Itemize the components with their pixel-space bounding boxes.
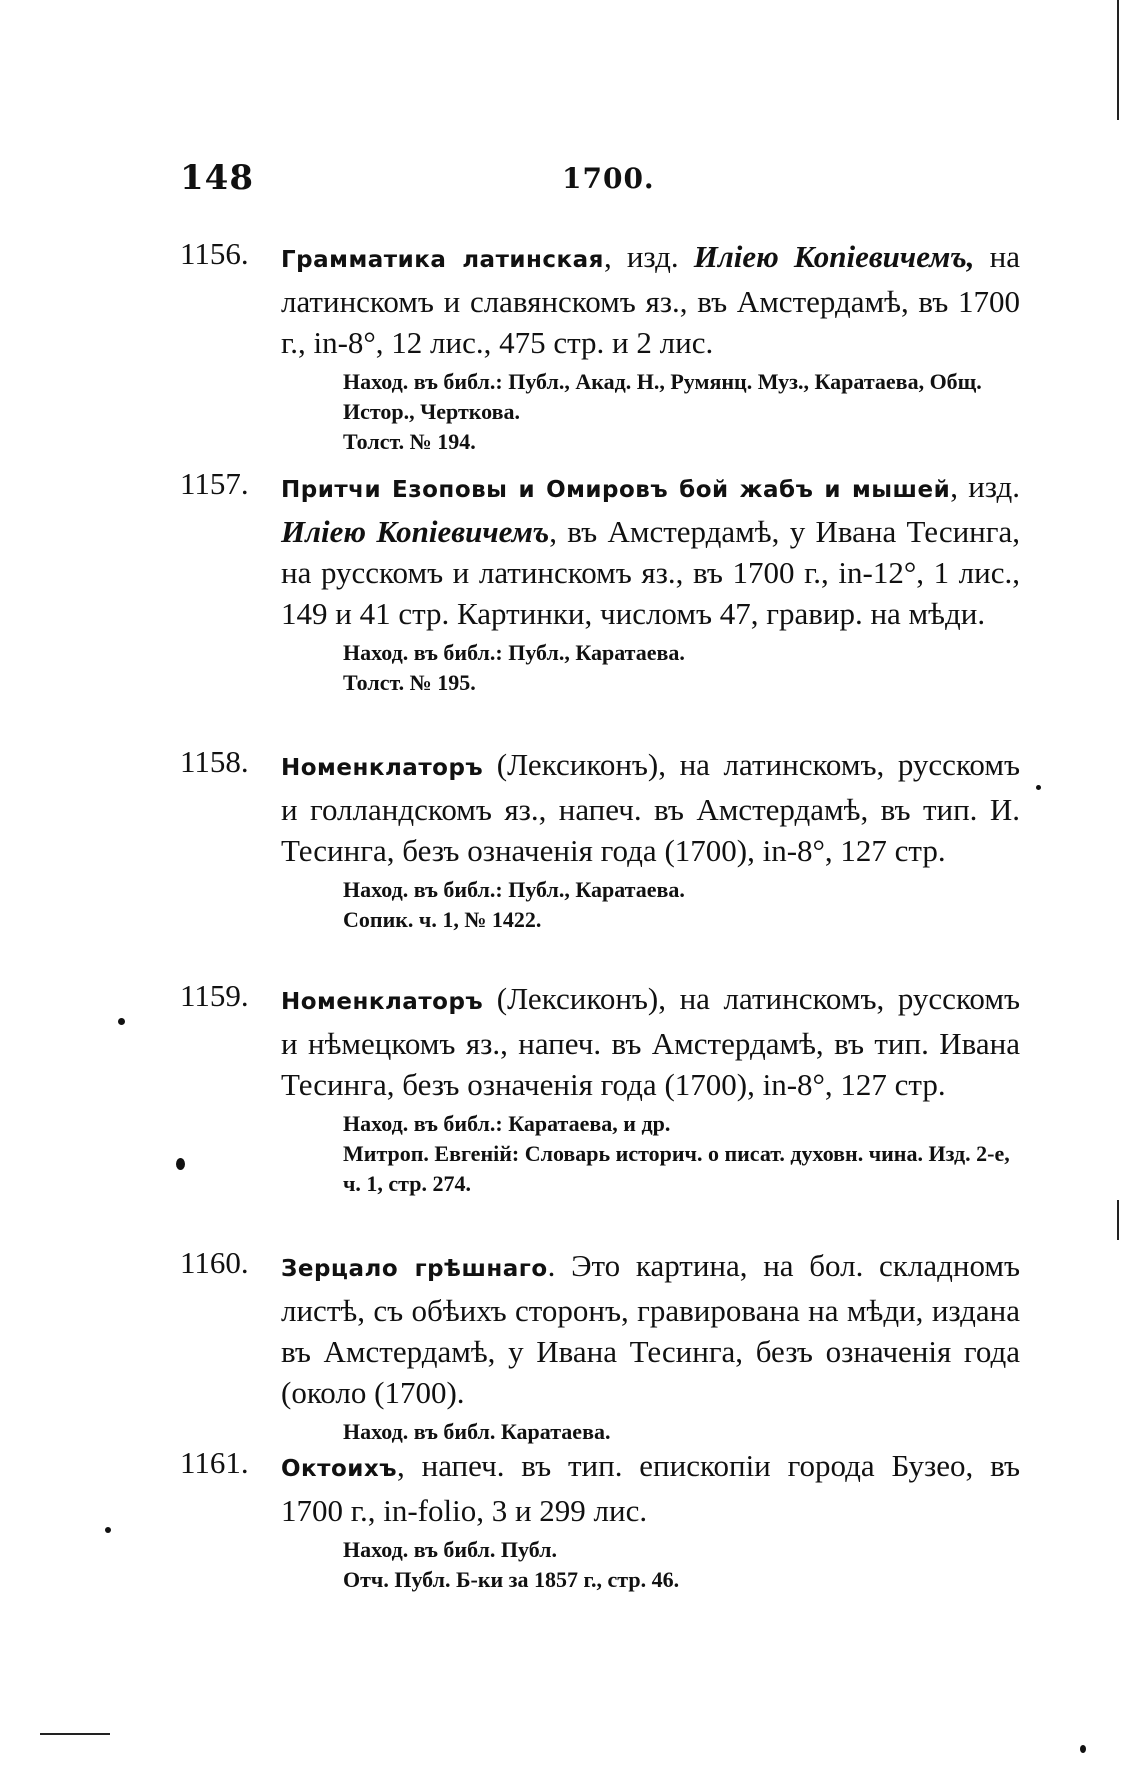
entry-description — [281, 1245, 1020, 1413]
entry-text: , изд. — [950, 469, 1020, 504]
entry-number: 1159. — [180, 978, 249, 1013]
entry-text: , въ Амстердамѣ, у Ивана Тесинга, на русскомъ и латинскомъ яз., въ 1700 г., in-12°, 1 лис., 149 и 41 стр. Картинки, числомъ 47, гравир. на мѣди. — [281, 514, 1020, 631]
entry-title: Притчи Езоповы и Омировъ бой жабъ и мышей — [281, 477, 951, 503]
entry-number: 1156. — [180, 236, 249, 271]
entry-notes — [343, 1109, 1020, 1199]
page-header — [180, 158, 1060, 202]
entry-text: . Это картина, на бол. складномъ листѣ, съ обѣихъ сторонъ, гравирована на мѣди, издана въ Амстердамѣ, у Ивана Тесинга, безъ означенія года (около (1700). — [281, 1248, 1020, 1410]
entry-number: 1161. — [180, 1445, 249, 1480]
entry-description — [281, 978, 1020, 1105]
entry-description — [281, 236, 1020, 363]
entry-notes — [343, 1535, 1020, 1595]
entry-publisher: Иліею Копіевичемъ, — [693, 239, 975, 274]
page-number: 148 — [180, 158, 254, 198]
scan-edge-mark — [1117, 0, 1119, 120]
entry-number: 1157. — [180, 466, 249, 501]
reference-note: Толст. № 195. — [343, 670, 476, 695]
entry-notes — [343, 638, 1020, 698]
entry-title: Зерцало грѣшнаго — [281, 1256, 548, 1282]
entry-text: , изд. — [603, 239, 694, 274]
entry-notes — [343, 367, 1020, 457]
scan-edge-mark — [1117, 1200, 1119, 1240]
reference-note: Сопик. ч. 1, № 1422. — [343, 907, 542, 932]
reference-note: Отч. Публ. Б-ки за 1857 г., стр. 46. — [343, 1567, 680, 1592]
running-head-year: 1700. — [562, 162, 655, 195]
entry-title: Октоихъ — [281, 1456, 398, 1482]
catalog-entry — [180, 466, 1020, 698]
scan-speck — [1080, 1745, 1086, 1753]
library-note: Наход. въ библ.: Каратаева, и др. — [343, 1111, 671, 1136]
library-note: Наход. въ библ. Каратаева. — [343, 1419, 611, 1444]
entry-text: , напеч. въ тип. епископіи города Бузео, въ 1700 г., in-folio, 3 и 299 лис. — [281, 1448, 1020, 1528]
scan-speck — [105, 1527, 111, 1533]
reference-note: Толст. № 194. — [343, 429, 476, 454]
entry-notes — [343, 875, 1020, 935]
entry-description — [281, 744, 1020, 871]
catalog-entry — [180, 978, 1020, 1199]
library-note: Наход. въ библ.: Публ., Каратаева. — [343, 640, 685, 665]
entry-description — [281, 1445, 1020, 1531]
entry-title: Номенклаторъ — [281, 989, 484, 1015]
entry-notes — [343, 1417, 1020, 1447]
scan-edge-mark — [40, 1733, 110, 1735]
library-note: Наход. въ библ.: Публ., Акад. Н., Румянц. Муз., Каратаева, Общ. Истор., Черткова. — [343, 369, 982, 424]
catalog-entry — [180, 744, 1020, 935]
entry-number: 1158. — [180, 744, 249, 779]
entry-description — [281, 466, 1020, 634]
entry-number: 1160. — [180, 1245, 249, 1280]
entry-text: на латинскомъ и славянскомъ яз., въ Амстердамѣ, въ 1700 г., in-8°, 12 лис., 475 стр. и 2 лис. — [281, 239, 1020, 360]
entry-text: (Лексиконъ), на латинскомъ, русскомъ и нѣмецкомъ яз., напеч. въ Амстердамѣ, въ тип. Ивана Тесинга, безъ означенія года (1700), in-8°, 127 стр. — [281, 981, 1020, 1102]
scan-speck — [118, 1018, 125, 1025]
library-note: Наход. въ библ.: Публ., Каратаева. — [343, 877, 685, 902]
catalog-entry — [180, 1245, 1020, 1447]
catalog-entry — [180, 1445, 1020, 1595]
library-note: Наход. въ библ. Публ. — [343, 1537, 558, 1562]
entry-title: Грамматика латинская — [281, 247, 604, 273]
scan-speck — [1036, 785, 1041, 790]
scan-speck — [176, 1158, 185, 1170]
entry-publisher: Иліею Копіевичемъ — [281, 514, 550, 549]
reference-note: Митроп. Евгеній: Словарь историч. о писат. духовн. чина. Изд. 2-е, ч. 1, стр. 274. — [343, 1141, 1010, 1196]
entry-text: (Лексиконъ), на латинскомъ, русскомъ и голландскомъ яз., напеч. въ Амстердамѣ, въ тип. И. Тесинга, безъ означенія года (1700), in-8°, 127 стр. — [281, 747, 1020, 868]
entry-title: Номенклаторъ — [281, 755, 484, 781]
catalog-entry — [180, 236, 1020, 457]
